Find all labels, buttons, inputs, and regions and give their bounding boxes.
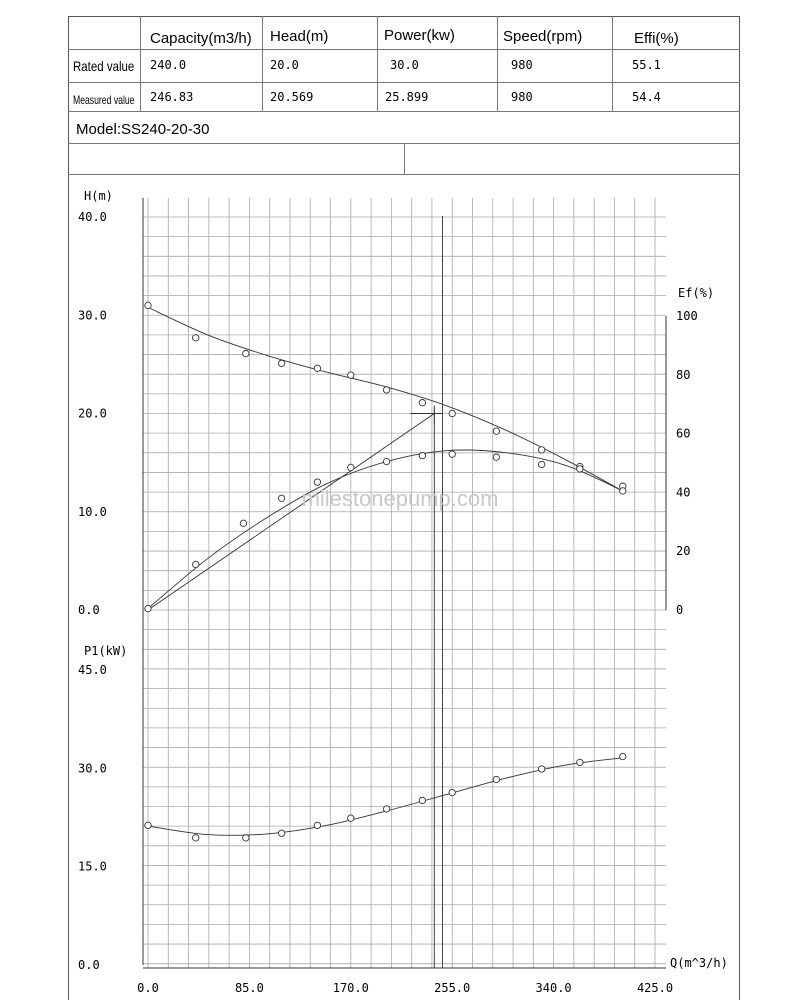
- chart-axes: [143, 198, 666, 968]
- power-data-point: [383, 806, 389, 812]
- head-axis-title: H(m): [84, 189, 113, 203]
- head-data-point: [493, 428, 499, 434]
- efficiency-tick-label: 0: [676, 603, 684, 617]
- efficiency-data-point: [278, 495, 284, 501]
- efficiency-axis-title: Ef(%): [678, 286, 715, 300]
- x-tick-label: 85.0: [234, 981, 264, 995]
- header-capacity: Capacity(m3/h): [150, 30, 252, 47]
- head-data-point: [278, 360, 284, 366]
- head-tick-label: 30.0: [78, 308, 107, 323]
- x-tick-label: 0.0: [137, 981, 159, 995]
- rated-efficiency: 55.1: [632, 58, 661, 72]
- power-data-point: [449, 789, 455, 795]
- measured-capacity: 246.83: [150, 90, 194, 104]
- head-tick-label: 10.0: [78, 504, 107, 519]
- capacity-axis-title: Q(m^3/h): [670, 956, 728, 970]
- efficiency-tick-label: 60: [676, 426, 691, 441]
- power-data-point: [620, 753, 626, 759]
- head-tick-label: 0.0: [78, 603, 100, 617]
- head-tick-label: 40.0: [78, 210, 107, 224]
- head-data-point: [314, 365, 320, 371]
- power-curve: [148, 758, 623, 835]
- chart-grid: [143, 198, 666, 968]
- power-data-point: [419, 797, 425, 803]
- efficiency-tick-label: 40: [676, 485, 691, 500]
- header-power: Power(kw): [384, 27, 455, 44]
- efficiency-tick-label: 100: [676, 309, 698, 323]
- power-tick-label: 0.0: [78, 958, 100, 972]
- power-data-point: [493, 776, 499, 782]
- x-tick-label: 425.0: [636, 981, 674, 995]
- row-label-rated: Rated value: [73, 58, 135, 74]
- efficiency-tick-label: 80: [676, 367, 691, 382]
- efficiency-data-point: [314, 479, 320, 485]
- head-data-point: [449, 410, 455, 416]
- rated-capacity: 240.0: [150, 58, 187, 72]
- efficiency-data-point: [348, 464, 354, 470]
- head-data-point: [193, 335, 199, 341]
- row-label-measured: Measured value: [73, 93, 135, 107]
- efficiency-data-point: [419, 452, 425, 458]
- efficiency-data-point: [193, 561, 199, 567]
- efficiency-data-point: [577, 466, 583, 472]
- power-data-point: [538, 766, 544, 772]
- header-efficiency: Effi(%): [634, 30, 679, 47]
- power-data-point: [314, 822, 320, 828]
- efficiency-data-point: [493, 454, 499, 460]
- rated-speed: 980: [511, 58, 533, 72]
- measured-speed: 980: [511, 90, 533, 104]
- efficiency-data-point: [383, 458, 389, 464]
- efficiency-tick-label: 20: [676, 544, 691, 559]
- power-tick-label: 15.0: [78, 859, 107, 874]
- x-tick-label: 340.0: [535, 981, 572, 995]
- efficiency-data-point: [240, 520, 246, 526]
- header-speed: Speed(rpm): [503, 28, 583, 45]
- x-tick-label: 255.0: [434, 981, 471, 995]
- power-tick-label: 30.0: [78, 761, 107, 776]
- measured-head: 20.569: [270, 90, 314, 104]
- power-tick-label: 45.0: [78, 663, 107, 677]
- power-data-point: [278, 830, 284, 836]
- head-data-point: [243, 350, 249, 356]
- efficiency-data-point: [538, 461, 544, 467]
- header-head: Head(m): [270, 28, 329, 45]
- power-data-point: [145, 822, 151, 828]
- rated-head: 20.0: [270, 58, 299, 72]
- power-data-point: [193, 835, 199, 841]
- head-data-point: [419, 399, 425, 405]
- head-data-point: [348, 372, 354, 378]
- head-tick-label: 20.0: [78, 406, 107, 421]
- watermark: milestonepump.com: [301, 486, 499, 511]
- power-data-point: [348, 815, 354, 821]
- efficiency-data-point: [449, 451, 455, 457]
- measured-power: 25.899: [385, 90, 429, 104]
- x-tick-label: 170.0: [332, 981, 369, 995]
- chart-annotations: [148, 216, 442, 968]
- chart-labels: [78, 189, 728, 995]
- power-data-point: [243, 835, 249, 841]
- power-axis-title: P1(kW): [84, 644, 128, 658]
- measured-efficiency: 54.4: [632, 90, 661, 104]
- efficiency-curve: [148, 450, 623, 609]
- efficiency-data-point: [620, 488, 626, 494]
- head-data-point: [538, 447, 544, 453]
- head-data-point: [383, 387, 389, 393]
- rated-power: 30.0: [390, 58, 419, 72]
- model-label: Model:SS240-20-30: [76, 121, 210, 138]
- efficiency-data-point: [145, 605, 151, 611]
- head-data-point: [145, 302, 151, 308]
- power-data-point: [577, 759, 583, 765]
